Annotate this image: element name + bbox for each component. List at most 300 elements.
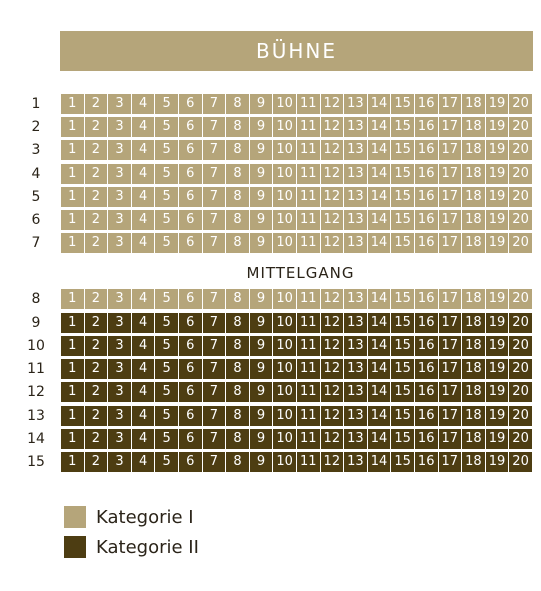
seat[interactable]: 15 bbox=[391, 429, 414, 449]
seat[interactable]: 17 bbox=[439, 210, 462, 230]
seat[interactable]: 19 bbox=[486, 359, 509, 379]
seat[interactable]: 20 bbox=[509, 429, 532, 449]
seat[interactable]: 10 bbox=[273, 140, 296, 160]
seat[interactable]: 15 bbox=[391, 233, 414, 253]
seat[interactable]: 14 bbox=[368, 382, 391, 402]
seat[interactable]: 6 bbox=[179, 406, 202, 426]
seat[interactable]: 7 bbox=[203, 164, 226, 184]
seat[interactable]: 3 bbox=[108, 233, 131, 253]
seat[interactable]: 4 bbox=[132, 313, 155, 333]
seat[interactable]: 13 bbox=[344, 94, 367, 114]
seat[interactable]: 20 bbox=[509, 94, 532, 114]
seat[interactable]: 15 bbox=[391, 336, 414, 356]
seat[interactable]: 11 bbox=[297, 452, 320, 472]
seat[interactable]: 2 bbox=[85, 382, 108, 402]
seat[interactable]: 12 bbox=[321, 94, 344, 114]
seat[interactable]: 8 bbox=[226, 140, 249, 160]
seat[interactable]: 11 bbox=[297, 406, 320, 426]
seat[interactable]: 2 bbox=[85, 359, 108, 379]
seat[interactable]: 20 bbox=[509, 140, 532, 160]
seat[interactable]: 7 bbox=[203, 187, 226, 207]
seat[interactable]: 18 bbox=[462, 452, 485, 472]
seat[interactable]: 12 bbox=[321, 164, 344, 184]
seat[interactable]: 8 bbox=[226, 289, 249, 309]
seat[interactable]: 19 bbox=[486, 117, 509, 137]
seat[interactable]: 3 bbox=[108, 382, 131, 402]
seat[interactable]: 15 bbox=[391, 382, 414, 402]
seat[interactable]: 4 bbox=[132, 140, 155, 160]
seat[interactable]: 1 bbox=[61, 140, 84, 160]
seat[interactable]: 11 bbox=[297, 336, 320, 356]
seat[interactable]: 13 bbox=[344, 117, 367, 137]
seat[interactable]: 2 bbox=[85, 210, 108, 230]
seat[interactable]: 12 bbox=[321, 140, 344, 160]
seat[interactable]: 12 bbox=[321, 336, 344, 356]
seat[interactable]: 11 bbox=[297, 289, 320, 309]
seat[interactable]: 8 bbox=[226, 313, 249, 333]
seat[interactable]: 4 bbox=[132, 452, 155, 472]
seat[interactable]: 19 bbox=[486, 210, 509, 230]
seat[interactable]: 14 bbox=[368, 429, 391, 449]
seat[interactable]: 19 bbox=[486, 429, 509, 449]
seat[interactable]: 16 bbox=[415, 313, 438, 333]
seat[interactable]: 6 bbox=[179, 452, 202, 472]
seat[interactable]: 4 bbox=[132, 164, 155, 184]
seat[interactable]: 16 bbox=[415, 429, 438, 449]
seat[interactable]: 18 bbox=[462, 289, 485, 309]
seat[interactable]: 2 bbox=[85, 233, 108, 253]
seat[interactable]: 7 bbox=[203, 382, 226, 402]
seat[interactable]: 20 bbox=[509, 382, 532, 402]
seat[interactable]: 16 bbox=[415, 117, 438, 137]
seat[interactable]: 2 bbox=[85, 429, 108, 449]
seat[interactable]: 1 bbox=[61, 452, 84, 472]
seat[interactable]: 3 bbox=[108, 289, 131, 309]
seat[interactable]: 4 bbox=[132, 382, 155, 402]
seat[interactable]: 2 bbox=[85, 117, 108, 137]
seat[interactable]: 9 bbox=[250, 187, 273, 207]
seat[interactable]: 2 bbox=[85, 140, 108, 160]
seat[interactable]: 4 bbox=[132, 359, 155, 379]
seat[interactable]: 10 bbox=[273, 94, 296, 114]
seat[interactable]: 10 bbox=[273, 233, 296, 253]
seat[interactable]: 8 bbox=[226, 187, 249, 207]
seat[interactable]: 13 bbox=[344, 164, 367, 184]
seat[interactable]: 15 bbox=[391, 452, 414, 472]
seat[interactable]: 6 bbox=[179, 429, 202, 449]
seat[interactable]: 15 bbox=[391, 117, 414, 137]
seat[interactable]: 1 bbox=[61, 210, 84, 230]
seat[interactable]: 12 bbox=[321, 210, 344, 230]
seat[interactable]: 17 bbox=[439, 313, 462, 333]
seat[interactable]: 11 bbox=[297, 187, 320, 207]
seat[interactable]: 18 bbox=[462, 336, 485, 356]
seat[interactable]: 16 bbox=[415, 336, 438, 356]
seat[interactable]: 9 bbox=[250, 452, 273, 472]
seat[interactable]: 5 bbox=[155, 210, 178, 230]
seat[interactable]: 19 bbox=[486, 233, 509, 253]
seat[interactable]: 12 bbox=[321, 406, 344, 426]
seat[interactable]: 10 bbox=[273, 359, 296, 379]
seat[interactable]: 9 bbox=[250, 313, 273, 333]
seat[interactable]: 10 bbox=[273, 406, 296, 426]
seat[interactable]: 12 bbox=[321, 117, 344, 137]
seat[interactable]: 2 bbox=[85, 94, 108, 114]
seat[interactable]: 7 bbox=[203, 140, 226, 160]
seat[interactable]: 19 bbox=[486, 289, 509, 309]
seat[interactable]: 18 bbox=[462, 94, 485, 114]
seat[interactable]: 9 bbox=[250, 289, 273, 309]
seat[interactable]: 11 bbox=[297, 359, 320, 379]
seat[interactable]: 1 bbox=[61, 164, 84, 184]
seat[interactable]: 16 bbox=[415, 359, 438, 379]
seat[interactable]: 1 bbox=[61, 406, 84, 426]
seat[interactable]: 8 bbox=[226, 452, 249, 472]
seat[interactable]: 1 bbox=[61, 289, 84, 309]
seat[interactable]: 19 bbox=[486, 187, 509, 207]
seat[interactable]: 7 bbox=[203, 406, 226, 426]
seat[interactable]: 7 bbox=[203, 210, 226, 230]
seat[interactable]: 5 bbox=[155, 289, 178, 309]
seat[interactable]: 17 bbox=[439, 140, 462, 160]
seat[interactable]: 8 bbox=[226, 94, 249, 114]
seat[interactable]: 17 bbox=[439, 94, 462, 114]
seat[interactable]: 4 bbox=[132, 210, 155, 230]
seat[interactable]: 20 bbox=[509, 117, 532, 137]
seat[interactable]: 15 bbox=[391, 187, 414, 207]
seat[interactable]: 15 bbox=[391, 313, 414, 333]
seat[interactable]: 9 bbox=[250, 406, 273, 426]
seat[interactable]: 13 bbox=[344, 233, 367, 253]
seat[interactable]: 9 bbox=[250, 359, 273, 379]
seat[interactable]: 9 bbox=[250, 429, 273, 449]
seat[interactable]: 2 bbox=[85, 187, 108, 207]
seat[interactable]: 9 bbox=[250, 164, 273, 184]
seat[interactable]: 4 bbox=[132, 336, 155, 356]
seat[interactable]: 3 bbox=[108, 117, 131, 137]
seat[interactable]: 13 bbox=[344, 406, 367, 426]
seat[interactable]: 20 bbox=[509, 233, 532, 253]
seat[interactable]: 8 bbox=[226, 406, 249, 426]
seat[interactable]: 7 bbox=[203, 289, 226, 309]
seat[interactable]: 3 bbox=[108, 140, 131, 160]
seat[interactable]: 20 bbox=[509, 313, 532, 333]
seat[interactable]: 1 bbox=[61, 187, 84, 207]
seat[interactable]: 16 bbox=[415, 140, 438, 160]
seat[interactable]: 10 bbox=[273, 429, 296, 449]
seat[interactable]: 14 bbox=[368, 210, 391, 230]
seat[interactable]: 12 bbox=[321, 233, 344, 253]
seat[interactable]: 19 bbox=[486, 313, 509, 333]
seat[interactable]: 13 bbox=[344, 313, 367, 333]
seat[interactable]: 18 bbox=[462, 406, 485, 426]
seat[interactable]: 2 bbox=[85, 452, 108, 472]
seat[interactable]: 11 bbox=[297, 429, 320, 449]
seat[interactable]: 19 bbox=[486, 140, 509, 160]
seat[interactable]: 11 bbox=[297, 210, 320, 230]
seat[interactable]: 14 bbox=[368, 313, 391, 333]
seat[interactable]: 1 bbox=[61, 233, 84, 253]
seat[interactable]: 11 bbox=[297, 233, 320, 253]
seat[interactable]: 4 bbox=[132, 187, 155, 207]
seat[interactable]: 1 bbox=[61, 117, 84, 137]
seat[interactable]: 17 bbox=[439, 233, 462, 253]
seat[interactable]: 5 bbox=[155, 429, 178, 449]
seat[interactable]: 12 bbox=[321, 452, 344, 472]
seat[interactable]: 9 bbox=[250, 94, 273, 114]
seat[interactable]: 6 bbox=[179, 187, 202, 207]
seat[interactable]: 19 bbox=[486, 164, 509, 184]
seat[interactable]: 18 bbox=[462, 233, 485, 253]
seat[interactable]: 6 bbox=[179, 289, 202, 309]
seat[interactable]: 9 bbox=[250, 210, 273, 230]
seat[interactable]: 15 bbox=[391, 94, 414, 114]
seat[interactable]: 19 bbox=[486, 382, 509, 402]
seat[interactable]: 16 bbox=[415, 382, 438, 402]
seat[interactable]: 5 bbox=[155, 359, 178, 379]
seat[interactable]: 6 bbox=[179, 94, 202, 114]
seat[interactable]: 2 bbox=[85, 289, 108, 309]
seat[interactable]: 15 bbox=[391, 210, 414, 230]
seat[interactable]: 6 bbox=[179, 164, 202, 184]
seat[interactable]: 13 bbox=[344, 429, 367, 449]
seat[interactable]: 6 bbox=[179, 359, 202, 379]
seat[interactable]: 5 bbox=[155, 140, 178, 160]
seat[interactable]: 18 bbox=[462, 117, 485, 137]
seat[interactable]: 1 bbox=[61, 359, 84, 379]
seat[interactable]: 20 bbox=[509, 359, 532, 379]
seat[interactable]: 15 bbox=[391, 406, 414, 426]
seat[interactable]: 3 bbox=[108, 452, 131, 472]
seat[interactable]: 7 bbox=[203, 359, 226, 379]
seat[interactable]: 7 bbox=[203, 233, 226, 253]
seat[interactable]: 12 bbox=[321, 359, 344, 379]
seat[interactable]: 8 bbox=[226, 382, 249, 402]
seat[interactable]: 16 bbox=[415, 233, 438, 253]
seat[interactable]: 18 bbox=[462, 382, 485, 402]
seat[interactable]: 16 bbox=[415, 452, 438, 472]
seat[interactable]: 19 bbox=[486, 406, 509, 426]
seat[interactable]: 7 bbox=[203, 117, 226, 137]
seat[interactable]: 14 bbox=[368, 406, 391, 426]
seat[interactable]: 7 bbox=[203, 94, 226, 114]
seat[interactable]: 18 bbox=[462, 187, 485, 207]
seat[interactable]: 2 bbox=[85, 336, 108, 356]
seat[interactable]: 13 bbox=[344, 382, 367, 402]
seat[interactable]: 5 bbox=[155, 187, 178, 207]
seat[interactable]: 4 bbox=[132, 94, 155, 114]
seat[interactable]: 16 bbox=[415, 187, 438, 207]
seat[interactable]: 4 bbox=[132, 289, 155, 309]
seat[interactable]: 1 bbox=[61, 429, 84, 449]
seat[interactable]: 13 bbox=[344, 140, 367, 160]
seat[interactable]: 18 bbox=[462, 164, 485, 184]
seat[interactable]: 14 bbox=[368, 117, 391, 137]
seat[interactable]: 10 bbox=[273, 336, 296, 356]
seat[interactable]: 4 bbox=[132, 117, 155, 137]
seat[interactable]: 12 bbox=[321, 382, 344, 402]
seat[interactable]: 5 bbox=[155, 336, 178, 356]
seat[interactable]: 8 bbox=[226, 164, 249, 184]
seat[interactable]: 6 bbox=[179, 117, 202, 137]
seat[interactable]: 8 bbox=[226, 233, 249, 253]
seat[interactable]: 12 bbox=[321, 429, 344, 449]
seat[interactable]: 5 bbox=[155, 313, 178, 333]
seat[interactable]: 15 bbox=[391, 164, 414, 184]
seat[interactable]: 10 bbox=[273, 289, 296, 309]
seat[interactable]: 12 bbox=[321, 187, 344, 207]
seat[interactable]: 8 bbox=[226, 210, 249, 230]
seat[interactable]: 15 bbox=[391, 140, 414, 160]
seat[interactable]: 10 bbox=[273, 452, 296, 472]
seat[interactable]: 5 bbox=[155, 233, 178, 253]
seat[interactable]: 18 bbox=[462, 140, 485, 160]
seat[interactable]: 1 bbox=[61, 313, 84, 333]
seat[interactable]: 3 bbox=[108, 94, 131, 114]
seat[interactable]: 5 bbox=[155, 406, 178, 426]
seat[interactable]: 6 bbox=[179, 313, 202, 333]
seat[interactable]: 9 bbox=[250, 336, 273, 356]
seat[interactable]: 20 bbox=[509, 164, 532, 184]
seat[interactable]: 3 bbox=[108, 429, 131, 449]
seat[interactable]: 13 bbox=[344, 452, 367, 472]
seat[interactable]: 6 bbox=[179, 140, 202, 160]
seat[interactable]: 11 bbox=[297, 382, 320, 402]
seat[interactable]: 16 bbox=[415, 406, 438, 426]
seat[interactable]: 5 bbox=[155, 117, 178, 137]
seat[interactable]: 17 bbox=[439, 164, 462, 184]
seat[interactable]: 14 bbox=[368, 233, 391, 253]
seat[interactable]: 14 bbox=[368, 289, 391, 309]
seat[interactable]: 5 bbox=[155, 452, 178, 472]
seat[interactable]: 6 bbox=[179, 210, 202, 230]
seat[interactable]: 10 bbox=[273, 187, 296, 207]
seat[interactable]: 10 bbox=[273, 382, 296, 402]
seat[interactable]: 8 bbox=[226, 336, 249, 356]
seat[interactable]: 17 bbox=[439, 382, 462, 402]
seat[interactable]: 7 bbox=[203, 313, 226, 333]
seat[interactable]: 1 bbox=[61, 382, 84, 402]
seat[interactable]: 3 bbox=[108, 187, 131, 207]
seat[interactable]: 8 bbox=[226, 429, 249, 449]
seat[interactable]: 17 bbox=[439, 406, 462, 426]
seat[interactable]: 11 bbox=[297, 164, 320, 184]
seat[interactable]: 4 bbox=[132, 233, 155, 253]
seat[interactable]: 16 bbox=[415, 164, 438, 184]
seat[interactable]: 8 bbox=[226, 359, 249, 379]
seat[interactable]: 7 bbox=[203, 336, 226, 356]
seat[interactable]: 1 bbox=[61, 94, 84, 114]
seat[interactable]: 20 bbox=[509, 406, 532, 426]
seat[interactable]: 3 bbox=[108, 359, 131, 379]
seat[interactable]: 3 bbox=[108, 406, 131, 426]
seat[interactable]: 18 bbox=[462, 313, 485, 333]
seat[interactable]: 9 bbox=[250, 233, 273, 253]
seat[interactable]: 3 bbox=[108, 210, 131, 230]
seat[interactable]: 20 bbox=[509, 452, 532, 472]
seat[interactable]: 14 bbox=[368, 336, 391, 356]
seat[interactable]: 9 bbox=[250, 382, 273, 402]
seat[interactable]: 6 bbox=[179, 233, 202, 253]
seat[interactable]: 20 bbox=[509, 187, 532, 207]
seat[interactable]: 14 bbox=[368, 452, 391, 472]
seat[interactable]: 5 bbox=[155, 94, 178, 114]
seat[interactable]: 14 bbox=[368, 164, 391, 184]
seat[interactable]: 17 bbox=[439, 429, 462, 449]
seat[interactable]: 17 bbox=[439, 336, 462, 356]
seat[interactable]: 17 bbox=[439, 452, 462, 472]
seat[interactable]: 2 bbox=[85, 313, 108, 333]
seat[interactable]: 16 bbox=[415, 210, 438, 230]
seat[interactable]: 10 bbox=[273, 313, 296, 333]
seat[interactable]: 20 bbox=[509, 336, 532, 356]
seat[interactable]: 9 bbox=[250, 140, 273, 160]
seat[interactable]: 7 bbox=[203, 429, 226, 449]
seat[interactable]: 3 bbox=[108, 164, 131, 184]
seat[interactable]: 13 bbox=[344, 289, 367, 309]
seat[interactable]: 5 bbox=[155, 164, 178, 184]
seat[interactable]: 18 bbox=[462, 210, 485, 230]
seat[interactable]: 14 bbox=[368, 187, 391, 207]
seat[interactable]: 14 bbox=[368, 359, 391, 379]
seat[interactable]: 15 bbox=[391, 289, 414, 309]
seat[interactable]: 15 bbox=[391, 359, 414, 379]
seat[interactable]: 13 bbox=[344, 187, 367, 207]
seat[interactable]: 17 bbox=[439, 359, 462, 379]
seat[interactable]: 18 bbox=[462, 359, 485, 379]
seat[interactable]: 17 bbox=[439, 117, 462, 137]
seat[interactable]: 13 bbox=[344, 359, 367, 379]
seat[interactable]: 19 bbox=[486, 336, 509, 356]
seat[interactable]: 11 bbox=[297, 117, 320, 137]
seat[interactable]: 1 bbox=[61, 336, 84, 356]
seat[interactable]: 6 bbox=[179, 336, 202, 356]
seat[interactable]: 3 bbox=[108, 313, 131, 333]
seat[interactable]: 12 bbox=[321, 289, 344, 309]
seat[interactable]: 3 bbox=[108, 336, 131, 356]
seat[interactable]: 19 bbox=[486, 452, 509, 472]
seat[interactable]: 14 bbox=[368, 140, 391, 160]
seat[interactable]: 10 bbox=[273, 210, 296, 230]
seat[interactable]: 2 bbox=[85, 164, 108, 184]
seat[interactable]: 16 bbox=[415, 94, 438, 114]
seat[interactable]: 12 bbox=[321, 313, 344, 333]
seat[interactable]: 6 bbox=[179, 382, 202, 402]
seat[interactable]: 14 bbox=[368, 94, 391, 114]
seat[interactable]: 13 bbox=[344, 336, 367, 356]
seat[interactable]: 2 bbox=[85, 406, 108, 426]
seat[interactable]: 11 bbox=[297, 140, 320, 160]
seat[interactable]: 13 bbox=[344, 210, 367, 230]
seat[interactable]: 17 bbox=[439, 289, 462, 309]
seat[interactable]: 20 bbox=[509, 210, 532, 230]
seat[interactable]: 16 bbox=[415, 289, 438, 309]
seat[interactable]: 19 bbox=[486, 94, 509, 114]
seat[interactable]: 18 bbox=[462, 429, 485, 449]
seat[interactable]: 7 bbox=[203, 452, 226, 472]
seat[interactable]: 5 bbox=[155, 382, 178, 402]
seat[interactable]: 17 bbox=[439, 187, 462, 207]
seat[interactable]: 9 bbox=[250, 117, 273, 137]
seat[interactable]: 10 bbox=[273, 164, 296, 184]
seat[interactable]: 11 bbox=[297, 94, 320, 114]
seat[interactable]: 10 bbox=[273, 117, 296, 137]
seat[interactable]: 11 bbox=[297, 313, 320, 333]
seat[interactable]: 4 bbox=[132, 406, 155, 426]
seat[interactable]: 20 bbox=[509, 289, 532, 309]
seat[interactable]: 8 bbox=[226, 117, 249, 137]
seat[interactable]: 4 bbox=[132, 429, 155, 449]
